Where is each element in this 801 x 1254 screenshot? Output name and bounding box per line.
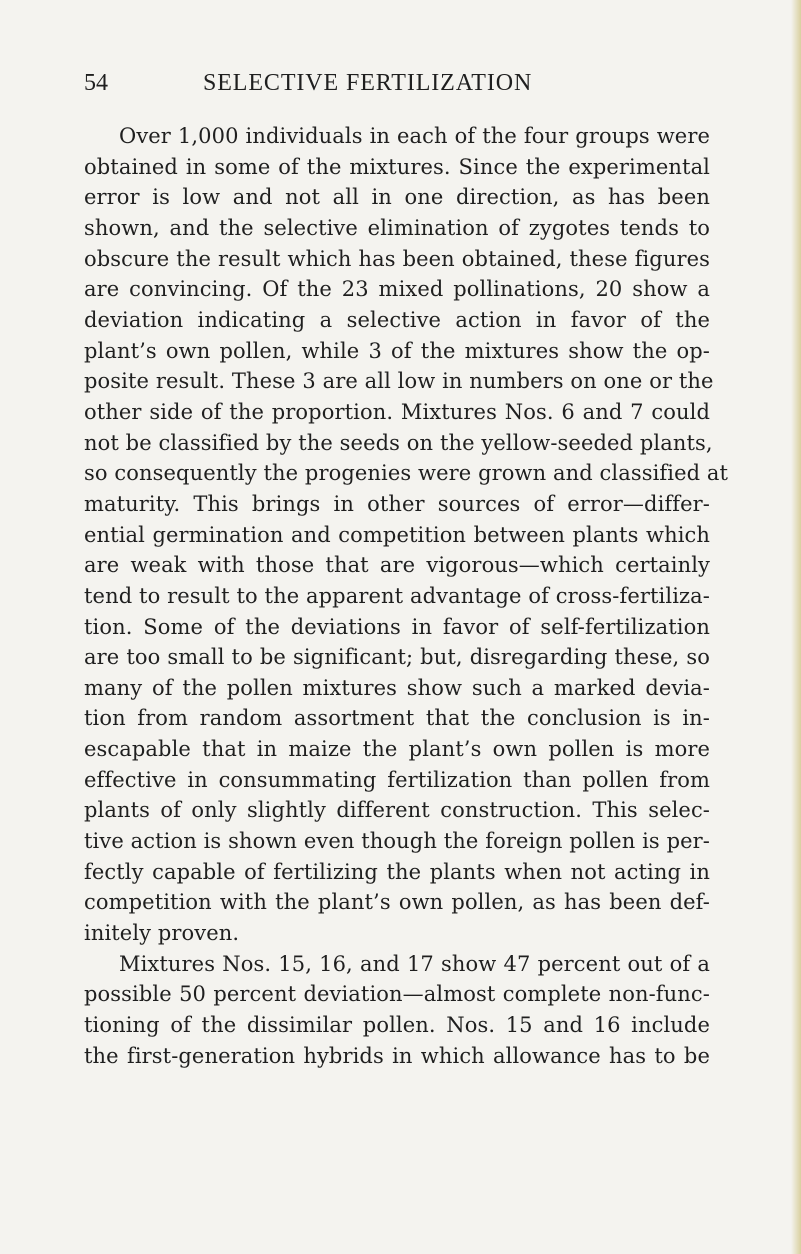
text-line: escapable that in maize the plant’s own pollen is more (84, 737, 710, 762)
text-line: many of the pollen mixtures show such a marked devia- (84, 675, 710, 700)
text-line: fectly capable of fertilizing the plants when not acting in (84, 859, 710, 884)
text-line: so consequently the progenies were grown and classified at (84, 461, 729, 486)
text-line: tioning of the dissimilar pollen. Nos. 15 and 16 include (84, 1013, 710, 1038)
text-line: tion. Some of the deviations in favor of self-fertilization (84, 614, 710, 639)
text-line: maturity. This brings in other sources of error—differ- (84, 491, 710, 516)
text-line: deviation indicating a selective action in favor of the (84, 307, 710, 332)
text-line: tion from random assortment that the conclusion is in- (84, 706, 710, 731)
text-line: plants of only slightly different construction. This selec- (84, 798, 710, 823)
text-line: competition with the plant’s own pollen, as has been def- (84, 890, 710, 915)
text-line: possible 50 percent deviation—almost complete non-func- (84, 982, 710, 1007)
text-line: are convincing. Of the 23 mixed pollinations, 20 show a (84, 277, 710, 302)
page-edge-shading (791, 0, 801, 1254)
text-line: ential germination and competition between plants which (84, 522, 710, 547)
text-line: other side of the proportion. Mixtures Nos. 6 and 7 could (84, 399, 710, 424)
body-text (84, 121, 729, 1071)
text-line: Mixtures Nos. 15, 16, and 17 show 47 percent out of a (119, 951, 710, 976)
text-line: initely proven. (84, 921, 240, 946)
text-line: Over 1,000 individuals in each of the four groups were (119, 124, 710, 148)
text-line: tive action is shown even though the foreign pollen is per- (84, 829, 710, 854)
text-line: shown, and the selective elimination of zygotes tends to (84, 215, 710, 240)
text-line: the first-generation hybrids in which allowance has to be (84, 1043, 710, 1068)
text-line: are too small to be significant; but, disregarding these, so (84, 645, 710, 670)
page-number: 54 (84, 70, 108, 96)
text-line: effective in consummating fertilization than pollen from (84, 767, 710, 792)
text-line: error is low and not all in one direction, as has been (84, 185, 710, 210)
text-line: tend to result to the apparent advantage of cross-fertiliza- (84, 583, 710, 608)
page-header (84, 66, 724, 100)
text-line: obtained in some of the mixtures. Since the experimental (84, 154, 710, 179)
text-line: not be classified by the seeds on the yellow-seeded plants, (84, 430, 713, 455)
text-line: obscure the result which has been obtained, these figures (84, 246, 710, 271)
running-head: SELECTIVE FERTILIZATION (203, 70, 533, 96)
text-line: posite result. These 3 are all low in numbers on one or the (84, 369, 714, 394)
text-line: are weak with those that are vigorous—which certainly (84, 553, 710, 578)
text-line: plant’s own pollen, while 3 of the mixtures show the op- (84, 338, 710, 363)
